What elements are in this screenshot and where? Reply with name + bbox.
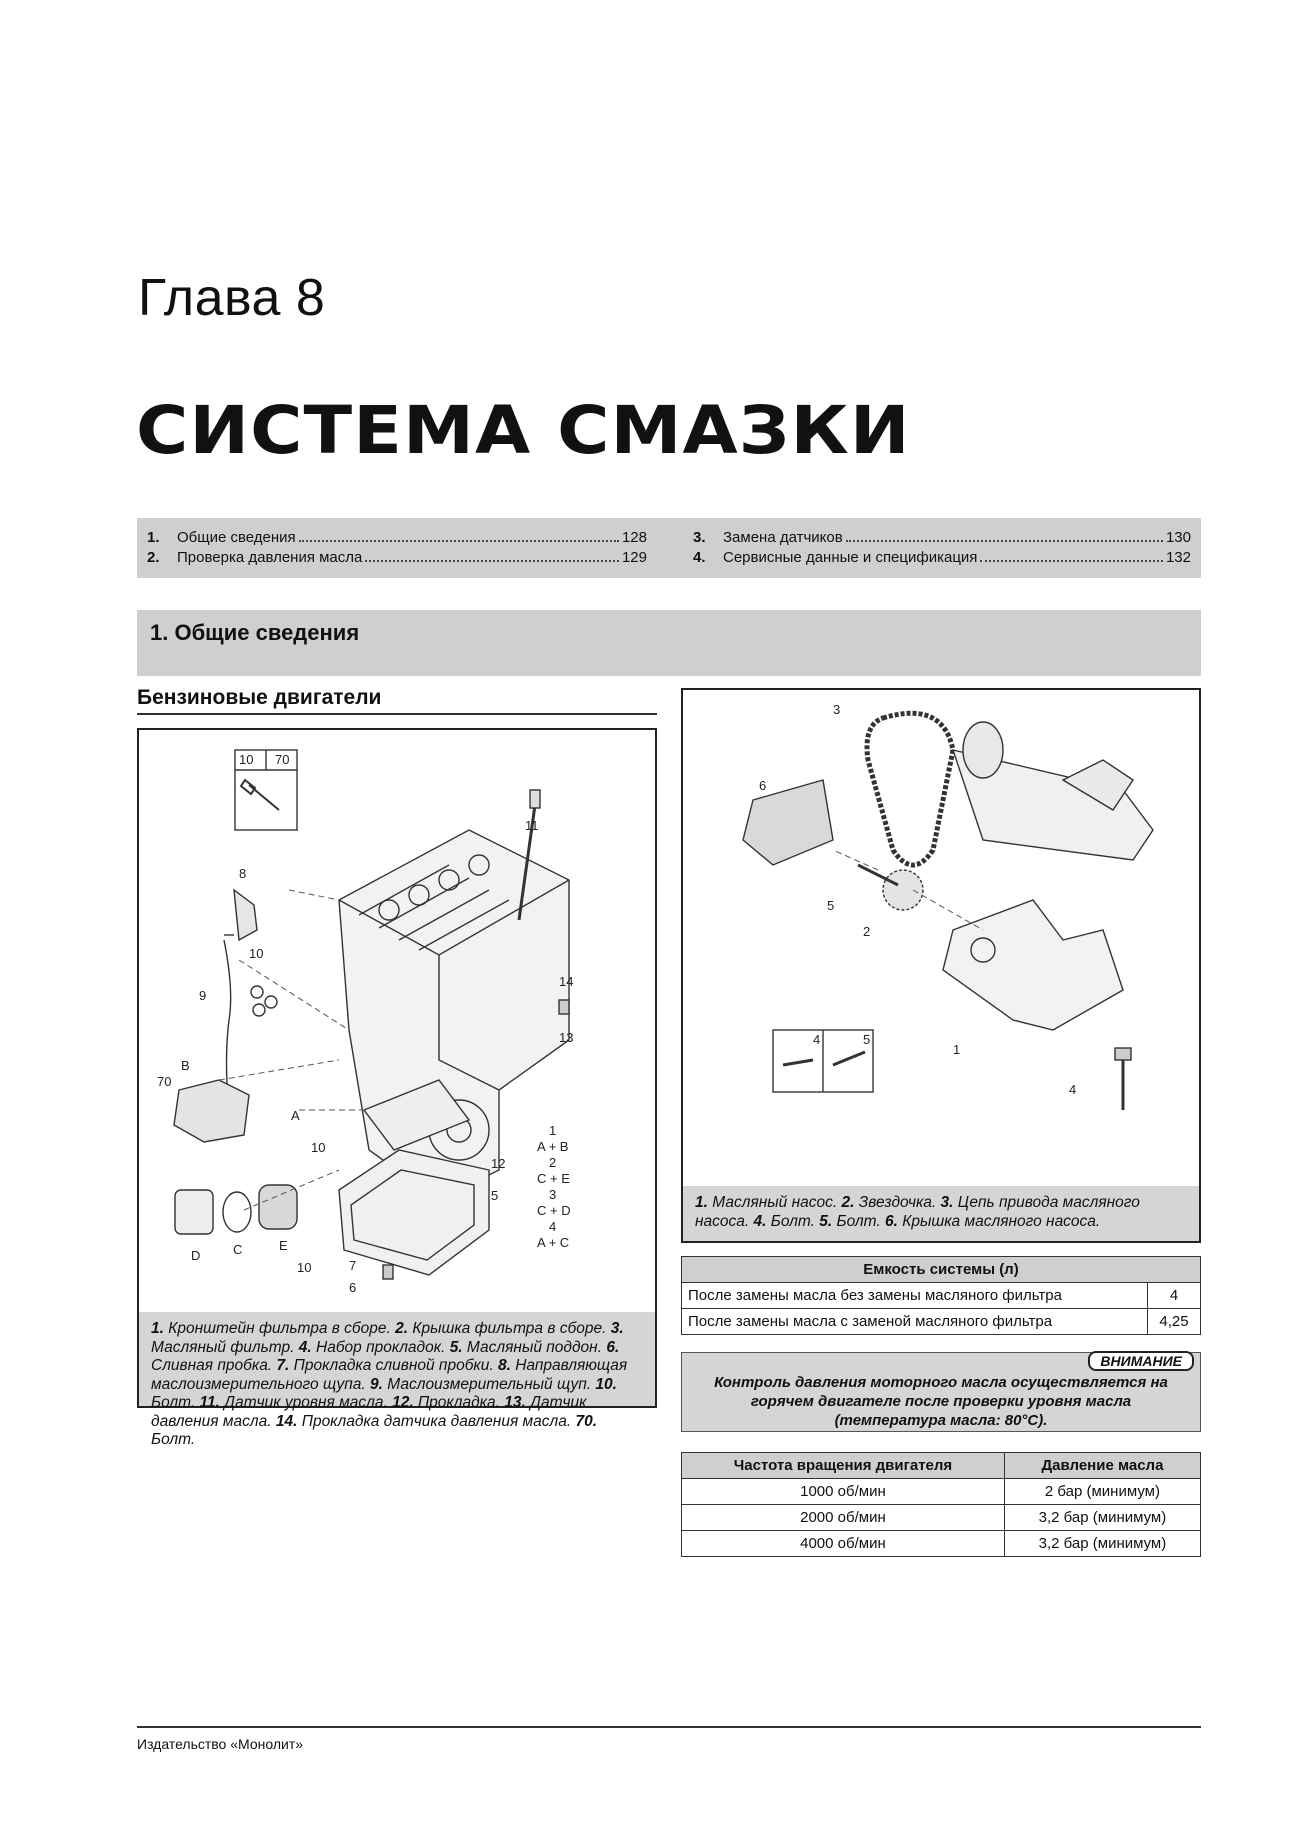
caption-item-number: 12. (392, 1394, 414, 1411)
callout-label: 14 (559, 974, 574, 989)
toc-leader-dots (846, 528, 1163, 542)
table-of-contents (137, 518, 1201, 578)
callout-label: 6 (349, 1280, 357, 1295)
callout-label: 10 (239, 752, 254, 767)
bolt-code: 1 (549, 1123, 557, 1138)
pressure-table-header: Давление масла (1004, 1453, 1200, 1479)
table-row (682, 1309, 1201, 1335)
toc-item-page: 129 (621, 549, 647, 566)
oil-pump-illustration (683, 690, 1199, 1170)
bolt-code: A + C (537, 1235, 570, 1250)
subsection-underline (137, 713, 657, 715)
toc-item[interactable] (137, 528, 647, 548)
bolt-code: 3 (549, 1187, 557, 1202)
caption-item-text: Звездочка. (854, 1194, 941, 1211)
caption-item-text: Цепь привода масляного насоса. (695, 1194, 1140, 1230)
callout-label: 9 (199, 988, 207, 1003)
callout-label: 5 (863, 1032, 871, 1047)
table-cell: 4000 об/мин (682, 1531, 1005, 1557)
capacity-label: После замены масла с заменой масляного фильтра (682, 1309, 1148, 1335)
pressure-table (681, 1452, 1201, 1557)
toc-item-text: Сервисные данные и спецификация (723, 549, 978, 566)
callout-label: 7 (349, 1258, 357, 1273)
chapter-title: СИСТЕМА СМАЗКИ (136, 392, 911, 469)
callout-label: 6 (759, 778, 767, 793)
callout-label: 13 (559, 1030, 574, 1045)
callout-label: A (291, 1108, 300, 1123)
bolt-code: 4 (549, 1219, 557, 1234)
caption-item-number: 3. (610, 1320, 624, 1337)
callout-label: C (233, 1242, 243, 1257)
caption-item-text: Направляющая маслоизмерительного щупа. (151, 1357, 628, 1393)
caption-item-text: Сливная пробка. (151, 1357, 277, 1374)
toc-item-number: 2. (147, 549, 160, 566)
callout-label: 70 (275, 752, 290, 767)
callout-label: 5 (827, 898, 835, 913)
caption-item-number: 1. (151, 1320, 164, 1337)
caption-item-text: Болт. (832, 1212, 885, 1230)
caption-text (151, 1320, 627, 1448)
figure-left-caption (139, 1312, 655, 1448)
callout-label: 5 (491, 1188, 499, 1203)
caption-item-text: Болт. (766, 1212, 820, 1230)
toc-leader-dots (299, 528, 619, 542)
caption-item-text: Масляный поддон. (462, 1338, 607, 1356)
table-row (682, 1283, 1201, 1309)
toc-item-number: 3. (693, 529, 706, 546)
caption-item-text: Прокладка. (413, 1394, 505, 1411)
toc-column-left (137, 528, 647, 568)
figure-right-caption (683, 1186, 1199, 1241)
caption-item-number: 8. (497, 1357, 511, 1374)
callout-label: B (181, 1058, 190, 1073)
warning-box (681, 1352, 1201, 1432)
caption-item-text: Прокладка сливной пробки. (289, 1357, 498, 1374)
caption-item-number: 4. (753, 1212, 767, 1230)
caption-item-text: Крышка масляного насоса. (897, 1212, 1101, 1230)
table-cell: 2 бар (минимум) (1004, 1479, 1200, 1505)
caption-item-text: Маслоизмерительный щуп. (382, 1375, 596, 1393)
table-row (682, 1505, 1201, 1531)
table-cell: 3,2 бар (минимум) (1004, 1505, 1200, 1531)
table-row (682, 1531, 1201, 1557)
caption-item-number: 70. (575, 1412, 598, 1430)
caption-item-number: 7. (276, 1357, 290, 1374)
warning-text: Контроль давления моторного масла осуществляется на горячем двигателе после проверки уровня масла (температура масла: 80°C). (714, 1374, 1168, 1429)
caption-item-number: 2. (841, 1194, 855, 1211)
caption-item-number: 5. (449, 1338, 463, 1356)
callout-label: 2 (863, 924, 871, 939)
caption-item-number: 11. (199, 1394, 220, 1411)
caption-item-number: 9. (370, 1375, 383, 1393)
pressure-table-header: Частота вращения двигателя (682, 1453, 1005, 1479)
caption-item-number: 14. (275, 1412, 298, 1430)
bolt-code: A + B (537, 1139, 569, 1154)
caption-item-text: Кронштейн фильтра в сборе. (163, 1320, 396, 1337)
toc-item-number: 1. (147, 529, 160, 546)
callout-label: 10 (311, 1140, 326, 1155)
subsection-title: Бензиновые двигатели (137, 686, 382, 709)
caption-item-number: 3. (940, 1194, 954, 1211)
toc-leader-dots (980, 548, 1163, 562)
toc-item-text: Замена датчиков (723, 529, 843, 546)
callout-label: 4 (813, 1032, 821, 1047)
table-cell: 2000 об/мин (682, 1505, 1005, 1531)
figure-engine-block (137, 728, 657, 1448)
caption-item-number: 6. (884, 1212, 898, 1230)
toc-item-page: 130 (1165, 529, 1191, 546)
caption-item-text: Датчик уровня масла. (219, 1394, 393, 1411)
caption-item-text: Болт. (151, 1431, 196, 1448)
callout-label: 70 (157, 1074, 172, 1089)
caption-item-text: Масляный насос. (707, 1194, 842, 1211)
caption-item-text: Датчик давления масла. (151, 1394, 587, 1430)
capacity-label: После замены масла без замены масляного фильтра (682, 1283, 1148, 1309)
table-cell: 1000 об/мин (682, 1479, 1005, 1505)
capacity-value: 4,25 (1148, 1309, 1201, 1335)
callout-label: E (279, 1238, 288, 1253)
toc-item-page: 128 (621, 529, 647, 546)
chapter-label: Глава 8 (138, 269, 326, 327)
capacity-table-header: Емкость системы (л) (682, 1257, 1201, 1283)
caption-item-text: Болт. (151, 1394, 200, 1411)
callout-label: 12 (491, 1156, 506, 1171)
caption-item-number: 1. (695, 1194, 708, 1211)
toc-item[interactable] (683, 548, 1191, 568)
publisher-name: Издательство «Монолит» (137, 1736, 304, 1752)
callout-label: 8 (239, 866, 247, 881)
toc-item-text: Общие сведения (177, 529, 296, 546)
capacity-table (681, 1256, 1201, 1335)
toc-leader-dots (365, 548, 619, 562)
toc-item[interactable] (683, 528, 1191, 548)
table-cell: 3,2 бар (минимум) (1004, 1531, 1200, 1557)
callout-label: 11 (525, 818, 539, 833)
warning-badge: ВНИМАНИЕ (1088, 1351, 1194, 1371)
bolt-code: C + D (537, 1203, 571, 1218)
caption-item-number: 6. (606, 1338, 620, 1356)
callout-label: 10 (249, 946, 264, 961)
caption-item-text: Набор прокладок. (311, 1338, 450, 1356)
caption-item-number: 2. (395, 1320, 409, 1337)
figure-oil-pump (681, 688, 1201, 1243)
callout-label: D (191, 1248, 201, 1263)
caption-item-text: Крышка фильтра в сборе. (408, 1320, 611, 1337)
callout-label: 10 (297, 1260, 312, 1275)
caption-item-number: 5. (819, 1212, 833, 1230)
engine-block-illustration (139, 730, 655, 1406)
toc-item-number: 4. (693, 549, 706, 566)
caption-item-number: 13. (504, 1394, 526, 1411)
toc-item[interactable] (137, 548, 647, 568)
toc-column-right (683, 528, 1191, 568)
bolt-code: 2 (549, 1155, 557, 1170)
bolt-code: C + E (537, 1171, 570, 1186)
caption-item-number: 4. (298, 1338, 312, 1356)
callout-label: 1 (953, 1042, 961, 1057)
caption-item-number: 10. (595, 1375, 617, 1393)
callout-label: 4 (1069, 1082, 1077, 1097)
toc-item-text: Проверка давления масла (177, 549, 363, 566)
caption-item-text: Прокладка датчика давления масла. (297, 1412, 576, 1430)
capacity-value: 4 (1148, 1283, 1201, 1309)
toc-item-page: 132 (1165, 549, 1191, 566)
callout-label: 3 (833, 702, 841, 717)
section-title: 1. Общие сведения (150, 620, 360, 645)
caption-item-text: Масляный фильтр. (151, 1338, 299, 1356)
caption-text (695, 1194, 1140, 1230)
footer-rule (137, 1726, 1201, 1728)
table-row (682, 1479, 1201, 1505)
